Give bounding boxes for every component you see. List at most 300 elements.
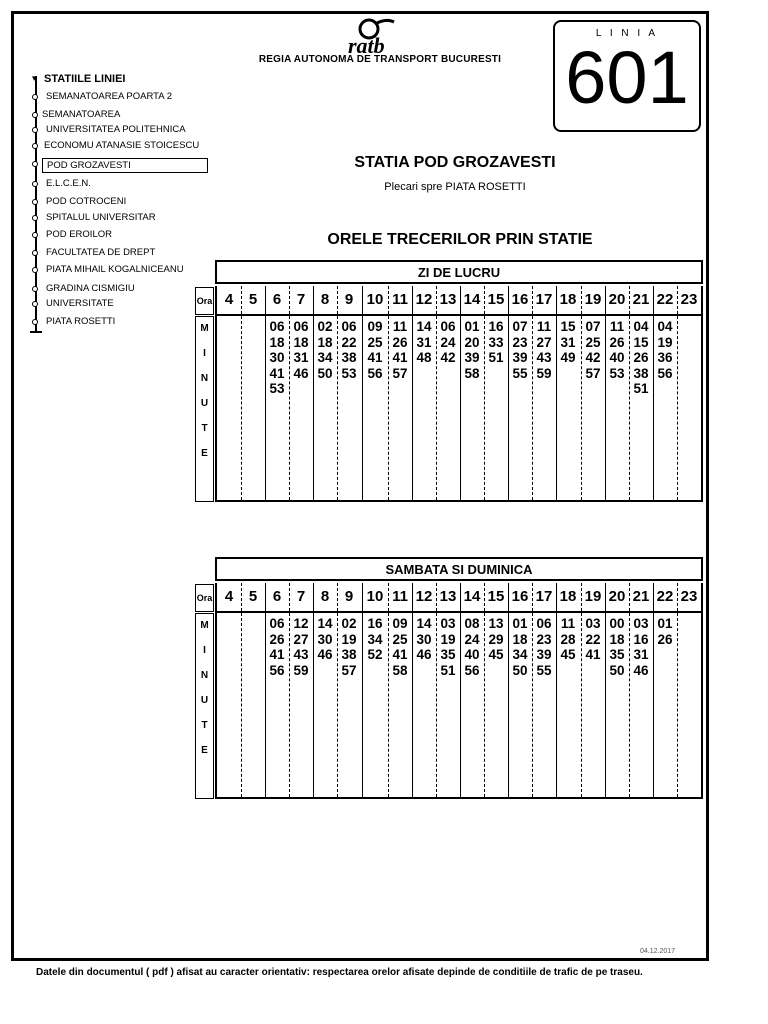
minute-value: 19 (657, 334, 673, 350)
column-separator (313, 316, 314, 500)
minute-value: 41 (585, 647, 601, 662)
minute-value: 13 (488, 616, 504, 631)
minute-value: 43 (536, 350, 552, 365)
minute-value: 51 (488, 350, 504, 365)
minute-value: 56 (269, 662, 285, 678)
column-separator (532, 316, 533, 500)
line-number: 601 (565, 36, 689, 119)
station-item: POD GROZAVESTI (42, 158, 208, 173)
minute-value: 57 (341, 662, 357, 678)
hour-cell: 16 (511, 588, 529, 605)
minute-value: 19 (341, 631, 357, 647)
minute-value: 06 (536, 616, 552, 631)
minute-value: 26 (633, 350, 649, 365)
station-item: SEMANATOAREA POARTA 2 (46, 91, 173, 102)
minute-value: 40 (464, 647, 480, 662)
column-separator (581, 286, 582, 314)
minute-value: 48 (416, 350, 432, 365)
minute-value: 53 (609, 365, 625, 381)
minute-value: 04 (657, 319, 673, 334)
column-separator (508, 583, 509, 611)
minute-value: 34 (512, 647, 528, 662)
station-item: ECONOMU ATANASIE STOICESCU (44, 140, 200, 151)
minute-value: 23 (536, 631, 552, 647)
minutes-cell (460, 613, 484, 678)
minute-value: 25 (392, 631, 408, 647)
column-separator (436, 286, 437, 314)
disclaimer: Datele din documentul ( pdf ) afisat au caracter orientativ: respectarea orelor afisate depinde de conditiile de trafic de pe traseu. (36, 967, 643, 978)
minute-value: 49 (560, 350, 576, 365)
column-separator (677, 583, 678, 611)
column-separator (677, 316, 678, 500)
line-label: L I N I A (595, 28, 659, 39)
minute-value: 20 (464, 334, 480, 350)
print-date: 04.12.2017 (640, 948, 676, 955)
column-separator (605, 613, 606, 797)
hour-cell: 9 (344, 588, 354, 605)
minute-value: 53 (269, 381, 285, 396)
station-item: GRADINA CISMIGIU (46, 283, 135, 294)
station-dot (32, 143, 38, 149)
minute-value: 31 (293, 350, 309, 365)
minute-value: 28 (560, 631, 576, 647)
minute-value: 38 (633, 365, 649, 381)
minutes-cell (362, 316, 388, 381)
minute-letter: N (200, 373, 209, 384)
minute-value: 30 (317, 631, 333, 647)
minute-value: 27 (536, 334, 552, 350)
column-separator (436, 583, 437, 611)
route-end-cap (30, 331, 42, 333)
timetable-weekday (215, 260, 703, 502)
hour-cell: 20 (608, 588, 626, 605)
hour-cell: 15 (487, 291, 505, 308)
minute-value: 11 (609, 319, 625, 334)
minute-value: 39 (536, 647, 552, 662)
stations-title: STATIILE LINIEI (44, 73, 126, 85)
column-separator (412, 286, 413, 314)
minute-value: 08 (464, 616, 480, 631)
column-separator (508, 316, 509, 500)
hour-cell: 8 (320, 291, 330, 308)
minute-value: 51 (440, 662, 456, 678)
minute-value: 14 (317, 616, 333, 631)
minutes-cell (605, 613, 629, 678)
column-separator (653, 583, 654, 611)
column-separator (241, 583, 242, 611)
minute-value: 26 (657, 631, 673, 647)
minutes-cell (289, 316, 313, 381)
column-separator (629, 316, 630, 500)
minute-value: 50 (512, 662, 528, 678)
minute-value: 38 (341, 350, 357, 365)
station-item: UNIVERSITATE (46, 298, 114, 309)
minute-value: 50 (609, 662, 625, 678)
minute-value: 22 (341, 334, 357, 350)
column-separator (677, 613, 678, 797)
column-separator (532, 613, 533, 797)
column-separator (484, 286, 485, 314)
column-separator (556, 286, 557, 314)
column-separator (629, 286, 630, 314)
column-separator (362, 613, 363, 797)
minute-value: 18 (512, 631, 528, 647)
column-separator (484, 613, 485, 797)
column-separator (412, 583, 413, 611)
station-item: POD EROILOR (46, 229, 112, 240)
minute-value: 58 (392, 662, 408, 678)
ora-label-weekday: Ora (195, 287, 214, 315)
minute-value: 53 (341, 365, 357, 381)
column-separator (629, 583, 630, 611)
station-dot (32, 161, 38, 167)
column-separator (412, 613, 413, 797)
timetable-title: SAMBATA SI DUMINICA (215, 557, 703, 581)
hour-cell: 7 (296, 588, 306, 605)
minutes-cell (241, 613, 265, 616)
minute-value: 55 (536, 662, 552, 678)
column-separator (653, 316, 654, 500)
minute-value: 23 (512, 334, 528, 350)
minutes-cell (313, 316, 337, 381)
minutes-cell (677, 613, 701, 616)
station-dot (32, 94, 38, 100)
hour-cell: 14 (463, 291, 481, 308)
line-number-box (553, 20, 701, 132)
minute-value: 45 (560, 647, 576, 662)
minute-value: 57 (392, 365, 408, 381)
minute-value: 24 (440, 334, 456, 350)
hour-cell: 11 (392, 291, 408, 308)
station-item: PIATA MIHAIL KOGALNICEANU (46, 264, 184, 275)
minute-value: 09 (367, 319, 383, 334)
hour-cell: 20 (608, 291, 626, 308)
minute-value: 18 (269, 334, 285, 350)
minutes-cell (508, 613, 532, 678)
minutes-cell (388, 316, 412, 381)
minute-value: 12 (293, 616, 309, 631)
minute-letter: I (203, 645, 206, 656)
hour-cell: 10 (366, 588, 384, 605)
minute-value: 15 (560, 319, 576, 334)
minute-value: 40 (609, 350, 625, 365)
column-separator (289, 583, 290, 611)
minutes-cell (605, 316, 629, 381)
minutes-cell (436, 613, 460, 678)
minute-value: 18 (293, 334, 309, 350)
station-dot (32, 319, 38, 325)
organization-name: REGIA AUTONOMA DE TRANSPORT BUCURESTI (258, 54, 502, 65)
minutes-cell (337, 316, 361, 381)
hour-cell: 4 (224, 588, 234, 605)
minute-letter: T (201, 423, 208, 434)
column-separator (605, 316, 606, 500)
minutes-cell (653, 316, 677, 381)
column-separator (581, 613, 582, 797)
column-separator (532, 286, 533, 314)
minute-letter: M (200, 323, 209, 334)
minute-value: 22 (585, 631, 601, 647)
station-dot (32, 181, 38, 187)
column-separator (313, 583, 314, 611)
minute-value: 03 (633, 616, 649, 631)
minute-value: 26 (392, 334, 408, 350)
column-separator (532, 583, 533, 611)
minute-value: 35 (609, 647, 625, 662)
hour-cell: 6 (272, 291, 282, 308)
hour-cell: 19 (584, 588, 602, 605)
minute-value: 30 (269, 350, 285, 365)
minutes-cell (677, 316, 701, 319)
minute-value: 31 (560, 334, 576, 350)
minute-value: 39 (464, 350, 480, 365)
column-separator (289, 286, 290, 314)
column-separator (388, 316, 389, 500)
minute-letter: I (203, 348, 206, 359)
schedule-heading: ORELE TRECERILOR PRIN STATIE (327, 231, 593, 248)
minute-label-weekend (195, 613, 214, 799)
minute-value: 14 (416, 616, 432, 631)
minute-value: 07 (585, 319, 601, 334)
hour-cell: 12 (415, 588, 433, 605)
station-item: UNIVERSITATEA POLITEHNICA (46, 124, 186, 135)
hour-cell: 14 (463, 588, 481, 605)
minute-value: 42 (440, 350, 456, 365)
minute-value: 06 (341, 319, 357, 334)
minute-value: 31 (416, 334, 432, 350)
column-separator (412, 316, 413, 500)
minutes-cell (629, 316, 653, 397)
timetable-weekend (215, 557, 703, 799)
column-separator (436, 316, 437, 500)
hours-row (215, 583, 703, 613)
column-separator (677, 286, 678, 314)
station-dot (32, 127, 38, 133)
column-separator (605, 583, 606, 611)
station-item: FACULTATEA DE DREPT (46, 247, 156, 258)
column-separator (436, 613, 437, 797)
ora-label-weekend: Ora (195, 584, 214, 612)
hour-cell: 21 (632, 588, 650, 605)
minutes-cell (313, 613, 337, 663)
timetable-title: ZI DE LUCRU (215, 260, 703, 284)
column-separator (362, 316, 363, 500)
column-separator (460, 286, 461, 314)
minute-value: 11 (560, 616, 576, 631)
minute-value: 34 (367, 631, 383, 647)
minutes-cell (629, 613, 653, 678)
minutes-cell (362, 613, 388, 663)
minute-value: 18 (609, 631, 625, 647)
minutes-cell (484, 613, 508, 663)
minute-value: 57 (585, 365, 601, 381)
minutes-cell (412, 316, 436, 366)
minutes-cell (460, 316, 484, 381)
station-item: PIATA ROSETTI (46, 316, 116, 327)
minute-letter: U (200, 695, 209, 706)
minute-value: 11 (392, 319, 408, 334)
minute-value: 41 (269, 647, 285, 662)
minutes-cell (556, 316, 580, 366)
minute-value: 42 (585, 350, 601, 365)
hour-cell: 18 (559, 291, 577, 308)
column-separator (289, 613, 290, 797)
minute-value: 03 (440, 616, 456, 631)
minute-value: 46 (293, 365, 309, 381)
hour-cell: 22 (656, 291, 674, 308)
column-separator (388, 583, 389, 611)
minute-value: 58 (464, 365, 480, 381)
minutes-row (215, 613, 703, 799)
minute-value: 18 (317, 334, 333, 350)
hour-cell: 6 (272, 588, 282, 605)
minute-value: 41 (392, 350, 408, 365)
hour-cell: 23 (680, 588, 698, 605)
hour-cell: 18 (559, 588, 577, 605)
minute-value: 34 (317, 350, 333, 365)
minute-value: 00 (609, 616, 625, 631)
minute-value: 52 (367, 647, 383, 662)
column-separator (653, 613, 654, 797)
minute-label-weekday (195, 316, 214, 502)
hour-cell: 23 (680, 291, 698, 308)
minute-value: 29 (488, 631, 504, 647)
destination: Plecari spre PIATA ROSETTI (384, 181, 526, 193)
station-item: SPITALUL UNIVERSITAR (46, 212, 156, 223)
column-separator (337, 316, 338, 500)
minute-value: 02 (317, 319, 333, 334)
column-separator (241, 286, 242, 314)
minutes-cell (532, 316, 556, 381)
column-separator (313, 613, 314, 797)
minute-value: 56 (657, 365, 673, 381)
minutes-cell (265, 316, 289, 397)
hour-cell: 5 (248, 588, 258, 605)
column-separator (362, 286, 363, 314)
station-item: E.L.C.E.N. (46, 178, 91, 189)
minute-value: 27 (293, 631, 309, 647)
minute-value: 35 (440, 647, 456, 662)
station-item: SEMANATOAREA (42, 109, 121, 120)
column-separator (241, 316, 242, 500)
minutes-cell (241, 316, 265, 319)
hour-cell: 17 (535, 588, 553, 605)
hour-cell: 10 (366, 291, 384, 308)
minute-letter: T (201, 720, 208, 731)
column-separator (508, 613, 509, 797)
hour-cell: 16 (511, 291, 529, 308)
minute-value: 02 (341, 616, 357, 631)
hour-cell: 22 (656, 588, 674, 605)
minute-value: 14 (416, 319, 432, 334)
hour-cell: 12 (415, 291, 433, 308)
minute-value: 11 (536, 319, 552, 334)
minute-value: 59 (293, 662, 309, 678)
minutes-cell (217, 613, 241, 616)
minute-value: 55 (512, 365, 528, 381)
column-separator (556, 613, 557, 797)
hour-cell: 5 (248, 291, 258, 308)
minute-value: 06 (269, 616, 285, 631)
minute-letter: U (200, 398, 209, 409)
minute-value: 56 (367, 365, 383, 381)
hour-cell: 13 (439, 588, 457, 605)
station-dot (32, 267, 38, 273)
minute-value: 46 (317, 647, 333, 662)
minutes-cell (265, 613, 289, 678)
hour-cell: 8 (320, 588, 330, 605)
minutes-cell (556, 613, 580, 663)
minute-value: 07 (512, 319, 528, 334)
minutes-cell (388, 613, 412, 678)
minutes-cell (532, 613, 556, 678)
column-separator (581, 583, 582, 611)
minutes-cell (508, 316, 532, 381)
ratb-logo (342, 16, 406, 56)
column-separator (289, 316, 290, 500)
minute-value: 38 (341, 647, 357, 662)
minute-value: 50 (317, 365, 333, 381)
minute-letter: M (200, 620, 209, 631)
column-separator (265, 286, 266, 314)
minute-value: 36 (657, 350, 673, 365)
station-dot (32, 250, 38, 256)
minute-value: 06 (440, 319, 456, 334)
minute-value: 41 (367, 350, 383, 365)
minute-value: 06 (293, 319, 309, 334)
column-separator (581, 316, 582, 500)
minute-value: 25 (367, 334, 383, 350)
minute-value: 59 (536, 365, 552, 381)
station-dot (32, 301, 38, 307)
minute-value: 19 (440, 631, 456, 647)
hour-cell: 19 (584, 291, 602, 308)
minutes-cell (412, 613, 436, 663)
minute-value: 03 (585, 616, 601, 631)
minute-value: 43 (293, 647, 309, 662)
column-separator (508, 286, 509, 314)
hour-cell: 13 (439, 291, 457, 308)
minute-value: 16 (367, 616, 383, 631)
hour-cell: 7 (296, 291, 306, 308)
column-separator (337, 286, 338, 314)
hour-cell: 4 (224, 291, 234, 308)
hours-row (215, 286, 703, 316)
minute-value: 26 (269, 631, 285, 647)
minute-value: 39 (512, 350, 528, 365)
column-separator (265, 613, 266, 797)
column-separator (313, 286, 314, 314)
minute-letter: E (201, 448, 208, 459)
minute-value: 01 (512, 616, 528, 631)
minute-value: 41 (392, 647, 408, 662)
minute-value: 09 (392, 616, 408, 631)
hour-cell: 9 (344, 291, 354, 308)
column-separator (484, 316, 485, 500)
minutes-cell (436, 316, 460, 366)
station-dot (32, 112, 38, 118)
column-separator (388, 286, 389, 314)
minute-value: 41 (269, 365, 285, 381)
hour-cell: 21 (632, 291, 650, 308)
minute-value: 26 (609, 334, 625, 350)
minute-value: 56 (464, 662, 480, 678)
station-item: POD COTROCENI (46, 196, 127, 207)
minute-value: 24 (464, 631, 480, 647)
minutes-cell (484, 316, 508, 366)
minute-value: 25 (585, 334, 601, 350)
column-separator (484, 583, 485, 611)
